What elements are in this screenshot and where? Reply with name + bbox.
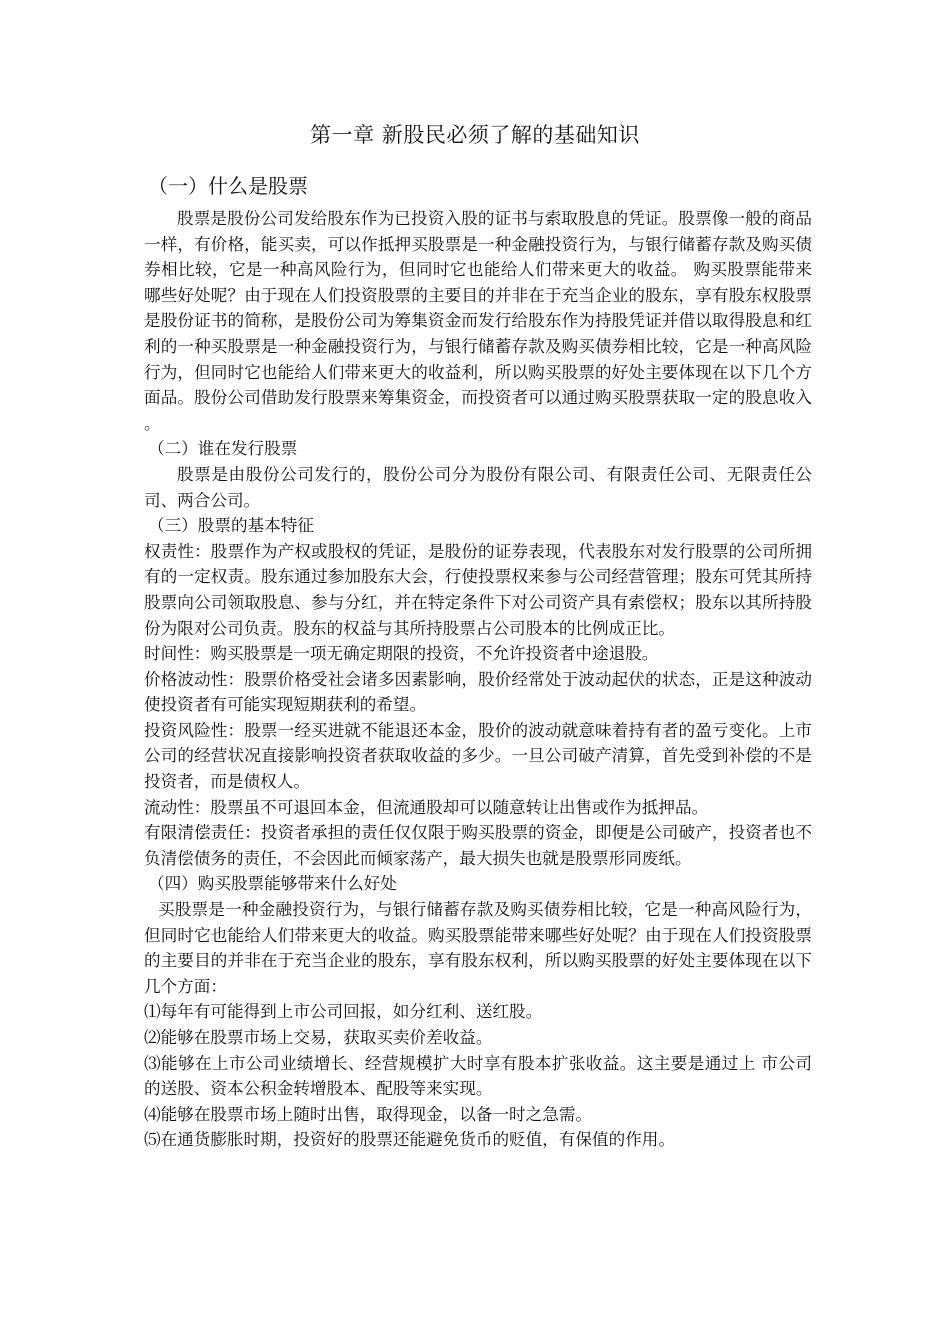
feature-time: 时间性：购买股票是一项无确定期限的投资，不允许投资者中途退股。 xyxy=(144,644,659,664)
feature-limited-liability: 有限清偿责任：投资者承担的责任仅仅限于购买股票的资金，即便是公司破产，投资者也不负清偿债务的责任，不会因此而倾家荡产，最大损失也就是股票形同废纸。 xyxy=(144,823,812,868)
section-4-heading: （四）购买股票能够带来什么好处 xyxy=(148,874,397,894)
section-2-heading: （二）谁在发行股票 xyxy=(148,439,298,459)
feature-liquidity: 流动性：股票虽不可退回本金，但流通股却可以随意转让出售或作为抵押品。 xyxy=(144,797,709,817)
section-4-paragraph: 买股票是一种金融投资行为，与银行储蓄存款及购买债券相比较，它是一种高风险行为，但同时它也能给人们带来更大的收益。购买股票能带来哪些好处呢？由于现在人们投资股票的主要目的并非在于充当企业的股东，享有股东权利，所以购买股票的好处主要体现在以下几个方面： xyxy=(144,900,812,996)
chapter-title: 第一章 新股民必须了解的基础知识 xyxy=(310,123,640,147)
section-1-heading: （一）什么是股票 xyxy=(148,174,308,198)
section-2-paragraph: 股票是由股份公司发行的，股份公司分为股份有限公司、有限责任公司、无限责任公司、两合公司。 xyxy=(144,464,812,510)
benefit-item-4: ⑷能够在股票市场上随时出售，取得现金，以备一时之急需。 xyxy=(144,1104,593,1124)
feature-price-volatility: 价格波动性：股票价格受社会诸多因素影响，股价经常处于波动起伏的状态，正是这种波动使投资者有可能实现短期获利的希望。 xyxy=(144,669,812,715)
benefit-item-2: ⑵能够在股票市场上交易，获取买卖价差收益。 xyxy=(144,1028,493,1047)
benefit-item-5: ⑸在通货膨胀时期，投资好的股票还能避免货币的贬值，有保值的作用。 xyxy=(144,1130,675,1150)
section-3-heading: （三）股票的基本特征 xyxy=(148,516,314,536)
document-body xyxy=(144,206,812,1153)
benefit-item-1: ⑴每年有可能得到上市公司回报，如分红利、送红股。 xyxy=(144,1002,543,1022)
benefit-item-3: ⑶能够在上市公司业绩增长、经营规模扩大时享有股本扩张收益。这主要是通过上 市公司的送股、资本公积金转增股本、配股等来实现。 xyxy=(144,1053,812,1099)
section-1-paragraph: 股票是股份公司发给股东作为已投资入股的证书与索取股息的凭证。股票像一般的商品一样，有价格，能买卖，可以作抵押买股票是一种金融投资行为，与银行储蓄存款及购买债券相比较，它是一种高风险行为，但同时它也能给人们带来更大的收益。 购买股票能带来哪些好处呢？由于现在人们投资股票的主要目的并非在于充当企业的股东，享有股东权股票是股份证书的简称，是股份公司为筹集资金而发行给股东作为持股凭证并借以取得股息和红利的一种买股票是一种金融投资行为，与银行储蓄存款及购买债券相比较，它是一种高风险行为，但同时它也能给人们带来更大的收益利，所以购买股票的好处主要体现在以下几个方面品。股份公司借助发行股票来筹集资金，而投资者可以通过购买股票获取一定的股息收入 。 xyxy=(144,209,812,433)
feature-investment-risk: 投资风险性：股票一经买进就不能退还本金，股价的波动就意味着持有者的盈亏变化。上市公司的经营状况直接影响投资者获取收益的多少。一旦公司破产清算，首先受到补偿的不是投资者，而是债权人。 xyxy=(144,720,812,792)
feature-rights: 权责性：股票作为产权或股权的凭证，是股份的证券表现，代表股东对发行股票的公司所拥有的一定权责。股东通过参加股东大会，行使投票权来参与公司经营管理；股东可凭其所持股票向公司领取股息、参与分红，并在特定条件下对公司资产具有索偿权；股东以其所持股份为限对公司负责。股东的权益与其所持股票占公司股本的比例成正比。 xyxy=(144,541,812,638)
